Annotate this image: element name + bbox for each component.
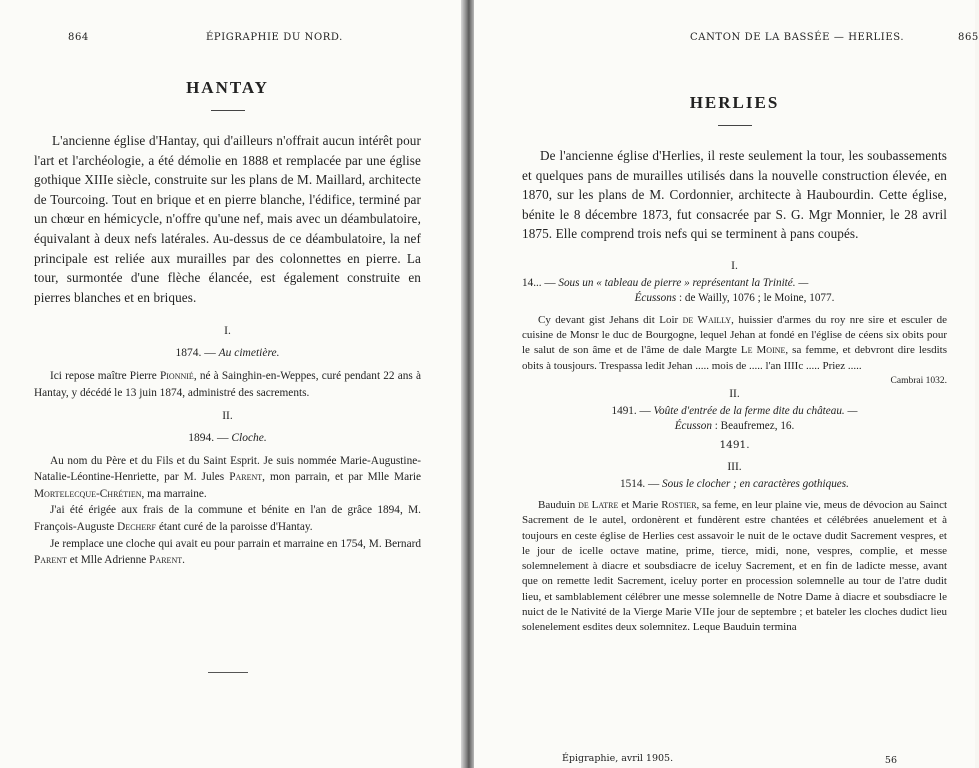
section-date: 1491. — <box>611 404 651 417</box>
section-label: Cloche. <box>231 431 267 444</box>
inscription-text: Je remplace une cloche qui avait eu pour parrain et marraine en 1754, M. Bernard Parent et Mlle Adrienne Parent. <box>34 537 421 567</box>
section-date: 1514. — <box>620 477 660 490</box>
section-number: III. <box>727 460 742 473</box>
section-number: II. <box>222 409 233 422</box>
right-page <box>474 0 979 768</box>
section-number: II. <box>729 387 740 400</box>
inscription-text: Bauduin de Latre et Marie Rostier, sa feme, en leur plaine vie, meus de dévocion au Sainct Sacrement de le autel, ordonèrent et fundèrent estre chantées et célébrées anuelement et à toujours en ceste église de Herlies cest assavoir le nuit de le octave dudit Sacrement vespres, et le jour de icelle octave matine, prime, tierce, midi, none, vespres, complie, et messe solemnelement à diacre et soubsdiacre de iceluy Sacrement, et en fin de ladicte messe, avant que on remette ledit Sacrement, iceluy porter en procession solemnelle au tour de l'atre dudit lieu, et samblablement célébrer une messe solemnelle de Notre Dame à diacre et soubsdiacre le nuict de le Nativité de la Vierge Marie VIIe jour de septembre ; et bateler les cloches dudict lieu solenelement esdites deux solemnitez. Leque Bauduin termina <box>522 499 948 633</box>
book-spine <box>461 0 474 768</box>
section-subheading: Écussons : de Wailly, 1076 ; le Moine, 1077. <box>634 292 835 305</box>
section-heading <box>34 430 421 447</box>
section-label: Voûte d'entrée de la ferme dite du château. — <box>653 404 858 417</box>
section-date: 1894. — <box>188 431 229 444</box>
title-rule <box>718 125 752 126</box>
inscription-year: 1491. <box>719 438 750 451</box>
page-title: HERLIES <box>689 93 780 112</box>
section-heading <box>522 477 947 493</box>
section-date: 1874. — <box>175 347 216 360</box>
page-title: HANTAY <box>186 78 269 97</box>
title-rule <box>211 110 245 111</box>
signature-mark: 56 <box>884 755 897 766</box>
left-page <box>0 0 461 768</box>
running-head <box>34 0 421 43</box>
section-date: 14... — <box>522 276 556 289</box>
page-number: 865 <box>958 32 979 43</box>
page-footer: Épigraphie, avril 1905. <box>562 753 674 764</box>
inscription-text: Au nom du Père et du Fils et du Saint Esprit. Je suis nommée Marie-Augustine-Natalie-Léontine-Henriette, par M. Jules Parent, mon parrain, et par Mlle Marie Mortelecque-Chrétien, ma marraine. <box>34 454 422 500</box>
section-number: I. <box>224 325 231 338</box>
section-number: I. <box>731 259 738 272</box>
source-reference: Cambrai 1032. <box>890 375 947 386</box>
inscription-text: Cy devant gist Jehans dit Loir de Wailly, huissier d'armes du roy nre sire et esculer de cuisine de Monsr le duc de Bourgogne, lequel Jehan at fondé en l'église de céens six obits pour le salut de son âme et de l'âme de dale Margte Le Moine, sa femme, et debvront dire lesdits obits à tousjours. Trespassa ledit Jehan ..... mois de ..... l'an IIIIc ..... Priez ..... <box>522 313 947 372</box>
intro-paragraph: De l'ancienne église d'Herlies, il reste seulement la tour, les soubassements et quelques pans de murailles utilisés dans la nouvelle construction élevée, en 1870, sur les plans de M. Cordonnier, architecte à Haubourdin. Cette église, bénite le 8 décembre 1873, fut consacrée par S. G. Mgr Monnier, le 28 avril 1875. Elle comprend trois nefs qui se terminent à pans coupés. <box>522 148 947 242</box>
running-title: CANTON DE LA BASSÉE — HERLIES. <box>690 32 905 43</box>
running-title: ÉPIGRAPHIE DU NORD. <box>206 32 343 43</box>
end-rule <box>208 672 248 673</box>
section-label: Au cimetière. <box>218 347 280 360</box>
inscription-text: J'ai été érigée aux frais de la commune et bénite en l'an de grâce 1894, M. François-Auguste Decherf étant curé de la paroisse d'Hantay. <box>34 504 421 533</box>
section-subheading: Écusson : Beaufremez, 16. <box>674 420 795 433</box>
intro-paragraph: L'ancienne église d'Hantay, qui d'ailleurs n'offrait aucun intérêt pour l'art et l'archéologie, a été démolie en 1888 et remplacée par une église gothique XIIIe siècle, construite sur les plans de M. Maillard, architecte de Tourcoing. Tout en brique et en pierre blanche, l'édifice, terminé par un chœur en hémicycle, n'offre qu'une nef, mais avec un déambulatoire, équivalant à deux nefs latérales. Au-dessus de ce déambulatoire, la nef principale est reliée aux murailles par des colonnettes en pierre. La tour, surmontée d'une flèche élancée, est également construite en pierres blanches et en briques. <box>34 133 421 305</box>
page-number: 864 <box>68 32 89 43</box>
section-label: Sous le clocher ; en caractères gothiques. <box>662 477 849 490</box>
running-head <box>522 0 979 43</box>
section-heading <box>34 345 421 362</box>
section-label: Sous un « tableau de pierre » représentant la Trinité. — <box>558 276 809 289</box>
inscription-text: Ici repose maître Pierre Pionnié, né à Sainghin-en-Weppes, curé pendant 22 ans à Hantay, y décédé le 13 juin 1874, administré des sacrements. <box>34 370 421 399</box>
section-heading <box>522 404 947 435</box>
section-heading <box>522 276 947 307</box>
